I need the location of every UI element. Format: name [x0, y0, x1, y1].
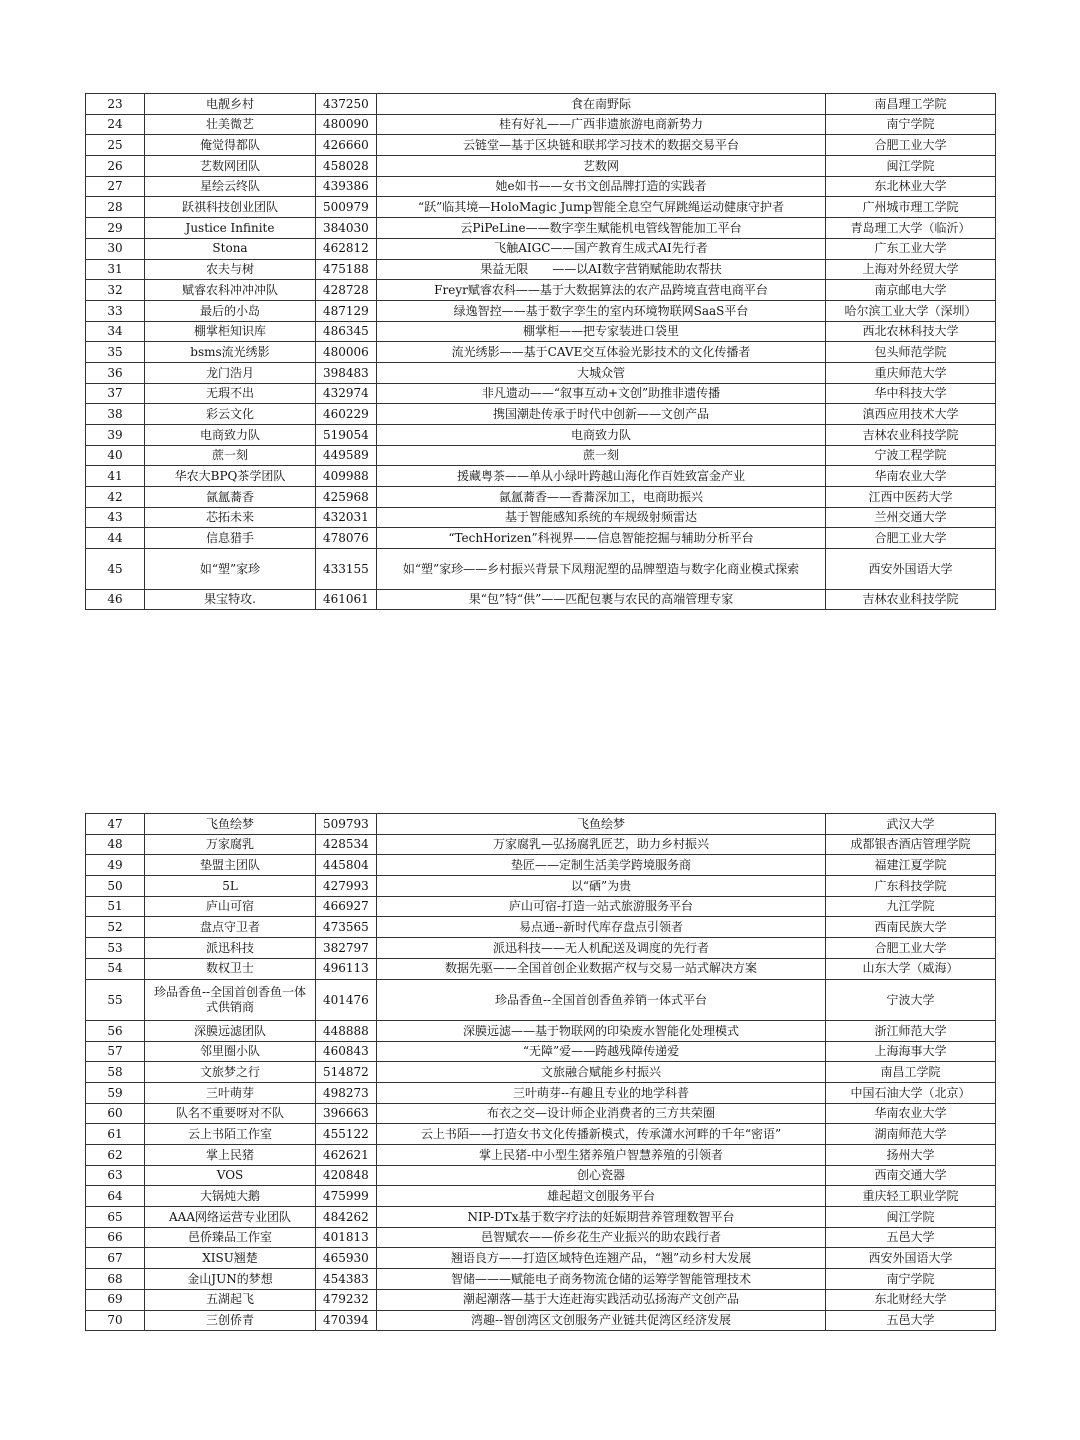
cell-project-name: 创心瓷器: [377, 1165, 826, 1186]
cell-project-code: 462812: [316, 238, 377, 259]
cell-project-code: 465930: [316, 1248, 377, 1269]
cell-project-name: 智储———赋能电子商务物流仓储的运筹学智能管理技术: [377, 1269, 826, 1290]
table-row: [86, 917, 996, 938]
cell-school: 合肥工业大学: [826, 938, 996, 959]
cell-school: 西安外国语大学: [826, 549, 996, 589]
table-row: [86, 362, 996, 383]
cell-school: 西南民族大学: [826, 917, 996, 938]
cell-team-name: 电靓乡村: [145, 94, 316, 115]
table-row: [86, 466, 996, 487]
cell-team-name: 三创侨青: [145, 1310, 316, 1331]
cell-school: 南昌理工学院: [826, 94, 996, 115]
cell-team-name: 金山JUN的梦想: [145, 1269, 316, 1290]
table-row: [86, 342, 996, 363]
cell-school: 华南农业大学: [826, 1103, 996, 1124]
table-row: [86, 589, 996, 610]
cell-team-name: 信息猎手: [145, 528, 316, 549]
cell-school: 广东工业大学: [826, 238, 996, 259]
cell-project-name: 氤氲蕎香——香蕎深加工，电商助振兴: [377, 487, 826, 508]
cell-project-code: 480090: [316, 114, 377, 135]
cell-number: 65: [86, 1207, 145, 1228]
cell-project-code: 409988: [316, 466, 377, 487]
cell-team-name: 华农大BPQ茶学团队: [145, 466, 316, 487]
cell-project-name: 云链堂—基于区块链和联邦学习技术的数据交易平台: [377, 135, 826, 156]
cell-team-name: 邻里圈小队: [145, 1041, 316, 1062]
cell-team-name: bsms流光绣影: [145, 342, 316, 363]
table-row: [86, 1082, 996, 1103]
cell-number: 40: [86, 445, 145, 466]
cell-number: 61: [86, 1124, 145, 1145]
cell-school: 合肥工业大学: [826, 528, 996, 549]
table-row: [86, 425, 996, 446]
cell-school: 广州城市理工学院: [826, 197, 996, 218]
cell-project-code: 478076: [316, 528, 377, 549]
cell-project-name: 艺数网: [377, 156, 826, 177]
cell-project-name: 以“硒”为贵: [377, 876, 826, 897]
cell-project-name: 蔗一刻: [377, 445, 826, 466]
cell-project-code: 470394: [316, 1310, 377, 1331]
cell-school: 南京邮电大学: [826, 280, 996, 301]
cell-project-name: 大城众管: [377, 362, 826, 383]
cell-number: 70: [86, 1310, 145, 1331]
cell-number: 28: [86, 197, 145, 218]
cell-school: 中国石油大学（北京）: [826, 1082, 996, 1103]
cell-team-name: 盘点守卫者: [145, 917, 316, 938]
cell-school: 上海对外经贸大学: [826, 259, 996, 280]
cell-project-name: 万家腐乳—弘扬腐乳匠艺，助力乡村振兴: [377, 834, 826, 855]
table-row: [86, 549, 996, 589]
table-row: [86, 855, 996, 876]
cell-project-name: 邑智赋农——侨乡花生产业振兴的助农践行者: [377, 1227, 826, 1248]
cell-project-name: 派迅科技——无人机配送及调度的先行者: [377, 938, 826, 959]
cell-project-code: 432031: [316, 507, 377, 528]
cell-project-name: “跃”临其境—HoloMagic Jump智能全息空气屏跳绳运动健康守护者: [377, 197, 826, 218]
cell-team-name: 珍品香鱼--全国首创香鱼一体式供销商: [145, 979, 316, 1020]
cell-number: 54: [86, 958, 145, 979]
cell-project-code: 486345: [316, 321, 377, 342]
cell-number: 47: [86, 814, 145, 835]
table-row: [86, 94, 996, 115]
cell-project-code: 455122: [316, 1124, 377, 1145]
cell-team-name: 掌上民猪: [145, 1145, 316, 1166]
cell-number: 26: [86, 156, 145, 177]
table-row: [86, 1103, 996, 1124]
cell-number: 59: [86, 1082, 145, 1103]
cell-project-code: 449589: [316, 445, 377, 466]
cell-project-code: 384030: [316, 218, 377, 239]
table-row: [86, 156, 996, 177]
table-row: [86, 938, 996, 959]
cell-number: 44: [86, 528, 145, 549]
cell-team-name: 跃祺科技创业团队: [145, 197, 316, 218]
cell-team-name: 艺数网团队: [145, 156, 316, 177]
cell-number: 41: [86, 466, 145, 487]
cell-project-name: 雄起超文创服务平台: [377, 1186, 826, 1207]
cell-number: 33: [86, 300, 145, 321]
cell-number: 67: [86, 1248, 145, 1269]
cell-number: 53: [86, 938, 145, 959]
cell-team-name: 数权卫士: [145, 958, 316, 979]
cell-team-name: AAA网络运营专业团队: [145, 1207, 316, 1228]
cell-project-code: 500979: [316, 197, 377, 218]
cell-number: 58: [86, 1062, 145, 1083]
results-table-top: [85, 93, 996, 610]
cell-number: 62: [86, 1145, 145, 1166]
cell-school: 华中科技大学: [826, 383, 996, 404]
cell-team-name: 文旅梦之行: [145, 1062, 316, 1083]
cell-team-name: 最后的小岛: [145, 300, 316, 321]
cell-number: 38: [86, 404, 145, 425]
cell-project-name: 云PiPeLine——数字孪生赋能机电管线智能加工平台: [377, 218, 826, 239]
table-row: [86, 1062, 996, 1083]
cell-project-code: 479232: [316, 1289, 377, 1310]
cell-project-code: 432974: [316, 383, 377, 404]
cell-project-name: 绿逸智控——基于数字孪生的室内环境物联网SaaS平台: [377, 300, 826, 321]
cell-project-name: 桂有好礼——广西非遗旅游电商新势力: [377, 114, 826, 135]
cell-school: 重庆轻工职业学院: [826, 1186, 996, 1207]
cell-project-code: 475188: [316, 259, 377, 280]
cell-team-name: 无瑕不出: [145, 383, 316, 404]
cell-project-name: 布衣之交—设计师企业消费者的三方共荣圈: [377, 1103, 826, 1124]
cell-project-code: 398483: [316, 362, 377, 383]
cell-team-name: 龙门浩月: [145, 362, 316, 383]
cell-team-name: 队名不重要呀对不队: [145, 1103, 316, 1124]
cell-team-name: 壮美微艺: [145, 114, 316, 135]
cell-number: 45: [86, 549, 145, 589]
cell-project-code: 509793: [316, 814, 377, 835]
cell-project-name: 云上书陌——打造女书文化传播新模式，传承潇水河畔的千年“密语”: [377, 1124, 826, 1145]
cell-project-name: 果益无限 ——以AI数字营销赋能助农帮扶: [377, 259, 826, 280]
cell-project-name: 数据先驱——全国首创企业数据产权与交易一站式解决方案: [377, 958, 826, 979]
results-table-body: [86, 814, 996, 1331]
cell-number: 63: [86, 1165, 145, 1186]
cell-school: 宁波大学: [826, 979, 996, 1020]
table-row: [86, 135, 996, 156]
cell-project-name: 珍品香鱼--全国首创香鱼养销一体式平台: [377, 979, 826, 1020]
cell-school: 五邑大学: [826, 1227, 996, 1248]
cell-school: 南宁学院: [826, 1269, 996, 1290]
table-row: [86, 1227, 996, 1248]
cell-team-name: Stona: [145, 238, 316, 259]
cell-project-name: 翘语良方——打造区域特色连翘产品，“翘”动乡村大发展: [377, 1248, 826, 1269]
cell-project-name: 流光绣影——基于CAVE交互体验光影技术的文化传播者: [377, 342, 826, 363]
cell-project-name: 援藏粤茶——单从小绿叶跨越山海化作百姓致富金产业: [377, 466, 826, 487]
table-row: [86, 321, 996, 342]
cell-school: 闽江学院: [826, 156, 996, 177]
table-row: [86, 1145, 996, 1166]
table-row: [86, 1207, 996, 1228]
cell-school: 广东科技学院: [826, 876, 996, 897]
table-row: [86, 1248, 996, 1269]
cell-team-name: 五湖起飞: [145, 1289, 316, 1310]
cell-number: 30: [86, 238, 145, 259]
table-row: [86, 876, 996, 897]
cell-project-name: 携国潮赴传承于时代中创新——文创产品: [377, 404, 826, 425]
cell-project-code: 514872: [316, 1062, 377, 1083]
cell-school: 宁波工程学院: [826, 445, 996, 466]
cell-team-name: 蔗一刻: [145, 445, 316, 466]
cell-school: 南宁学院: [826, 114, 996, 135]
cell-school: 兰州交通大学: [826, 507, 996, 528]
cell-number: 31: [86, 259, 145, 280]
cell-project-code: 519054: [316, 425, 377, 446]
cell-number: 50: [86, 876, 145, 897]
cell-school: 青岛理工大学（临沂）: [826, 218, 996, 239]
table-row: [86, 259, 996, 280]
cell-project-code: 428728: [316, 280, 377, 301]
table-row: [86, 238, 996, 259]
cell-project-code: 425968: [316, 487, 377, 508]
cell-project-name: 基于智能感知系统的车规级射频雷达: [377, 507, 826, 528]
table-row: [86, 404, 996, 425]
cell-project-code: 466927: [316, 896, 377, 917]
cell-school: 吉林农业科技学院: [826, 425, 996, 446]
cell-project-code: 461061: [316, 589, 377, 610]
cell-number: 43: [86, 507, 145, 528]
table-row: [86, 445, 996, 466]
cell-school: 哈尔滨工业大学（深圳）: [826, 300, 996, 321]
cell-team-name: 果宝特攻.: [145, 589, 316, 610]
cell-project-name: Freyr赋睿农科——基于大数据算法的农产品跨境直营电商平台: [377, 280, 826, 301]
cell-team-name: 赋睿农科冲冲冲队: [145, 280, 316, 301]
cell-project-code: 484262: [316, 1207, 377, 1228]
table-row: [86, 979, 996, 1020]
cell-number: 64: [86, 1186, 145, 1207]
table-row: [86, 1124, 996, 1145]
cell-team-name: 农夫与树: [145, 259, 316, 280]
cell-project-name: 飞触AIGC——国产教育生成式AI先行者: [377, 238, 826, 259]
cell-number: 35: [86, 342, 145, 363]
cell-team-name: 大锅炖大鹅: [145, 1186, 316, 1207]
cell-team-name: 庐山可宿: [145, 896, 316, 917]
cell-project-code: 439386: [316, 176, 377, 197]
cell-team-name: VOS: [145, 1165, 316, 1186]
cell-project-code: 475999: [316, 1186, 377, 1207]
table-row: [86, 487, 996, 508]
cell-project-code: 428534: [316, 834, 377, 855]
cell-project-name: “TechHorizen”科视界——信息智能挖掘与辅助分析平台: [377, 528, 826, 549]
cell-school: 浙江师范大学: [826, 1020, 996, 1041]
cell-team-name: 邑侨臻品工作室: [145, 1227, 316, 1248]
cell-number: 23: [86, 94, 145, 115]
cell-school: 西北农林科技大学: [826, 321, 996, 342]
cell-team-name: 芯拓未来: [145, 507, 316, 528]
cell-team-name: 深膜远滤团队: [145, 1020, 316, 1041]
cell-school: 成都银杏酒店管理学院: [826, 834, 996, 855]
cell-project-name: 潮起潮落—基于大连赶海实践活动弘扬海产文创产品: [377, 1289, 826, 1310]
cell-project-name: 湾趣--智创湾区文创服务产业链共促湾区经济发展: [377, 1310, 826, 1331]
table-row: [86, 197, 996, 218]
cell-project-name: 非凡遗动——“叙事互动+文创”助推非遗传播: [377, 383, 826, 404]
cell-project-name: 果“包”特“供”——匹配包裹与农民的高端管理专家: [377, 589, 826, 610]
cell-team-name: 5L: [145, 876, 316, 897]
cell-project-name: 垫匠——定制生活美学跨境服务商: [377, 855, 826, 876]
cell-school: 闽江学院: [826, 1207, 996, 1228]
table-row: [86, 507, 996, 528]
cell-number: 34: [86, 321, 145, 342]
cell-project-name: NIP-DTx基于数字疗法的妊娠期营养管理数智平台: [377, 1207, 826, 1228]
cell-number: 36: [86, 362, 145, 383]
cell-number: 46: [86, 589, 145, 610]
cell-project-name: 电商致力队: [377, 425, 826, 446]
cell-school: 东北财经大学: [826, 1289, 996, 1310]
cell-project-code: 401476: [316, 979, 377, 1020]
cell-project-code: 426660: [316, 135, 377, 156]
cell-number: 68: [86, 1269, 145, 1290]
cell-project-code: 473565: [316, 917, 377, 938]
cell-project-code: 433155: [316, 549, 377, 589]
cell-project-name: 掌上民猪-中小型生猪养殖户智慧养殖的引领者: [377, 1145, 826, 1166]
cell-project-name: 深膜远滤——基于物联网的印染废水智能化处理模式: [377, 1020, 826, 1041]
cell-number: 55: [86, 979, 145, 1020]
cell-team-name: 飞鱼绘梦: [145, 814, 316, 835]
cell-project-code: 448888: [316, 1020, 377, 1041]
cell-team-name: Justice Infinite: [145, 218, 316, 239]
cell-project-code: 462621: [316, 1145, 377, 1166]
cell-project-code: 396663: [316, 1103, 377, 1124]
table-row: [86, 1165, 996, 1186]
cell-school: 福建江夏学院: [826, 855, 996, 876]
cell-number: 29: [86, 218, 145, 239]
cell-project-code: 460843: [316, 1041, 377, 1062]
cell-team-name: 棚掌柜知识库: [145, 321, 316, 342]
cell-school: 重庆师范大学: [826, 362, 996, 383]
cell-number: 52: [86, 917, 145, 938]
cell-number: 27: [86, 176, 145, 197]
cell-project-code: 427993: [316, 876, 377, 897]
cell-team-name: 垫盟主团队: [145, 855, 316, 876]
table-row: [86, 1289, 996, 1310]
cell-project-name: 庐山可宿-打造一站式旅游服务平台: [377, 896, 826, 917]
table-row: [86, 528, 996, 549]
table-row: [86, 896, 996, 917]
cell-team-name: 如“塑”家珍: [145, 549, 316, 589]
cell-project-name: “无障”爱——跨越残障传递爱: [377, 1041, 826, 1062]
cell-number: 42: [86, 487, 145, 508]
table-row: [86, 958, 996, 979]
cell-project-code: 420848: [316, 1165, 377, 1186]
cell-number: 25: [86, 135, 145, 156]
cell-project-code: 496113: [316, 958, 377, 979]
cell-number: 69: [86, 1289, 145, 1310]
results-table-bottom: [85, 813, 996, 1331]
cell-team-name: 派迅科技: [145, 938, 316, 959]
cell-school: 西安外国语大学: [826, 1248, 996, 1269]
cell-school: 武汉大学: [826, 814, 996, 835]
cell-number: 57: [86, 1041, 145, 1062]
cell-school: 江西中医药大学: [826, 487, 996, 508]
cell-project-name: 文旅融合赋能乡村振兴: [377, 1062, 826, 1083]
cell-school: 南昌工学院: [826, 1062, 996, 1083]
cell-project-code: 480006: [316, 342, 377, 363]
cell-school: 九江学院: [826, 896, 996, 917]
cell-team-name: 彩云文化: [145, 404, 316, 425]
cell-team-name: 星绘云终队: [145, 176, 316, 197]
cell-project-name: 食在南野际: [377, 94, 826, 115]
cell-school: 东北林业大学: [826, 176, 996, 197]
table-row: [86, 218, 996, 239]
cell-team-name: 云上书陌工作室: [145, 1124, 316, 1145]
table-row: [86, 1310, 996, 1331]
cell-number: 48: [86, 834, 145, 855]
cell-team-name: 三叶萌芽: [145, 1082, 316, 1103]
table-row: [86, 1020, 996, 1041]
cell-school: 包头师范学院: [826, 342, 996, 363]
cell-project-name: 棚掌柜——把专家装进口袋里: [377, 321, 826, 342]
table-row: [86, 383, 996, 404]
cell-project-code: 458028: [316, 156, 377, 177]
cell-school: 上海海事大学: [826, 1041, 996, 1062]
cell-school: 山东大学（威海）: [826, 958, 996, 979]
table-row: [86, 114, 996, 135]
cell-team-name: 俺觉得都队: [145, 135, 316, 156]
cell-school: 吉林农业科技学院: [826, 589, 996, 610]
cell-team-name: 万家腐乳: [145, 834, 316, 855]
cell-number: 32: [86, 280, 145, 301]
table-row: [86, 176, 996, 197]
cell-number: 39: [86, 425, 145, 446]
cell-school: 滇西应用技术大学: [826, 404, 996, 425]
table-row: [86, 1041, 996, 1062]
cell-project-code: 460229: [316, 404, 377, 425]
cell-number: 37: [86, 383, 145, 404]
cell-team-name: XISU翘楚: [145, 1248, 316, 1269]
cell-project-code: 445804: [316, 855, 377, 876]
table-row: [86, 834, 996, 855]
cell-project-code: 487129: [316, 300, 377, 321]
cell-number: 66: [86, 1227, 145, 1248]
cell-school: 西南交通大学: [826, 1165, 996, 1186]
cell-project-name: 三叶萌芽--有趣且专业的地学科普: [377, 1082, 826, 1103]
cell-number: 51: [86, 896, 145, 917]
cell-project-code: 498273: [316, 1082, 377, 1103]
table-row: [86, 1186, 996, 1207]
cell-school: 扬州大学: [826, 1145, 996, 1166]
cell-project-name: 易点通--新时代库存盘点引领者: [377, 917, 826, 938]
cell-school: 湖南师范大学: [826, 1124, 996, 1145]
cell-project-name: 如“塑”家珍——乡村振兴背景下凤翔泥塑的品牌塑造与数字化商业模式探索: [377, 549, 826, 589]
cell-project-code: 454383: [316, 1269, 377, 1290]
cell-team-name: 氤氲蕎香: [145, 487, 316, 508]
cell-project-code: 401813: [316, 1227, 377, 1248]
cell-project-name: 她e如书——女书文创品牌打造的实践者: [377, 176, 826, 197]
table-row: [86, 814, 996, 835]
cell-number: 24: [86, 114, 145, 135]
table-row: [86, 300, 996, 321]
cell-school: 华南农业大学: [826, 466, 996, 487]
table-row: [86, 280, 996, 301]
cell-number: 60: [86, 1103, 145, 1124]
cell-school: 五邑大学: [826, 1310, 996, 1331]
cell-project-code: 437250: [316, 94, 377, 115]
cell-project-code: 382797: [316, 938, 377, 959]
cell-project-name: 飞鱼绘梦: [377, 814, 826, 835]
cell-school: 合肥工业大学: [826, 135, 996, 156]
cell-team-name: 电商致力队: [145, 425, 316, 446]
results-table-body: [86, 94, 996, 610]
table-row: [86, 1269, 996, 1290]
cell-number: 56: [86, 1020, 145, 1041]
cell-number: 49: [86, 855, 145, 876]
